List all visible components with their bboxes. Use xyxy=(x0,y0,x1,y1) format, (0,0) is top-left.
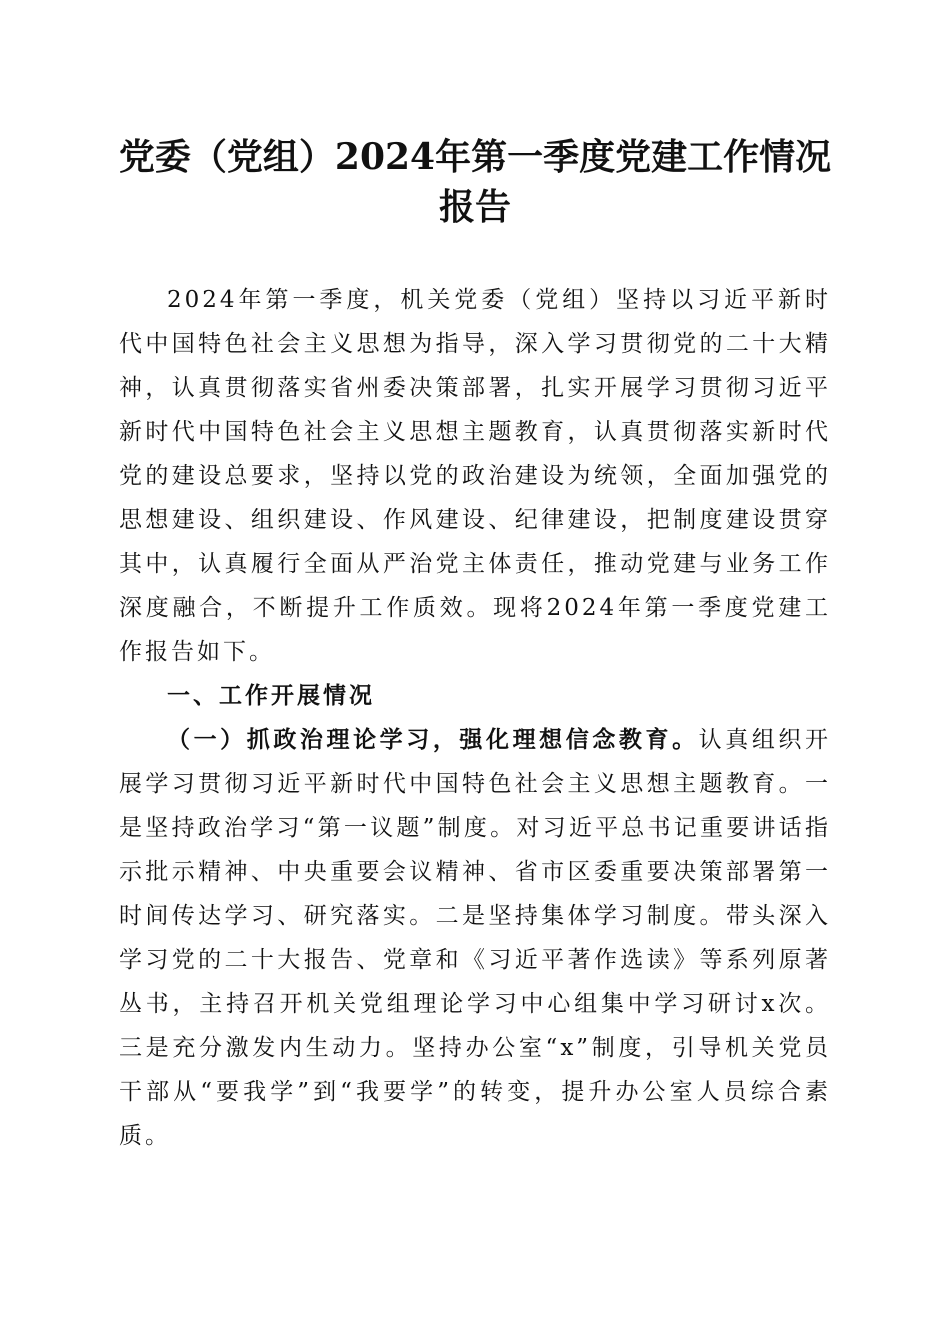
section-heading: 一、工作开展情况 xyxy=(167,683,375,709)
title-line-1: 党委（党组）2024年第一季度党建工作情况 xyxy=(118,136,832,178)
intro-paragraph: 2024年第一季度，机关党委（党组）坚持以习近平新时代中国特色社会主义思想为指导，深入学习贯彻党的二十大精神，认真贯彻落实省州委决策部署，扎实开展学习贯彻习近平新时代中国特色社会主义思想主题教育，认真贯彻落实新时代党的建设总要求，坚持以党的政治建设为统领，全面加强党的思想建设、组织建设、作风建设、纪律建设，把制度建设贯穿其中，认真履行全面从严治党主体责任，推动党建与业务工作深度融合，不断提升工作质效。现将2024年第一季度党建工作报告如下。 xyxy=(119,287,831,665)
subsection-title: （一）抓政治理论学习，强化理想信念教育。 xyxy=(167,726,699,753)
document-title xyxy=(100,132,850,232)
subsection-paragraph xyxy=(119,718,831,1158)
subsection-body: 认真组织开展学习贯彻习近平新时代中国特色社会主义思想主题教育。一是坚持政治学习“第一议题”制度。对习近平总书记重要讲话指示批示精神、中央重要会议精神、省市区委重要决策部署第一时间传达学习、研究落实。二是坚持集体学习制度。带头深入学习党的二十大报告、党章和《习近平著作选读》等系列原著丛书，主持召开机关党组理论学习中心组集中学习研讨x次。三是充分激发内生动力。坚持办公室“x”制度，引导机关党员干部从“要我学”到“我要学”的转变，提升办公室人员综合素质。 xyxy=(119,727,832,1149)
title-line-2: 报告 xyxy=(438,186,511,228)
document-body xyxy=(119,278,831,1158)
